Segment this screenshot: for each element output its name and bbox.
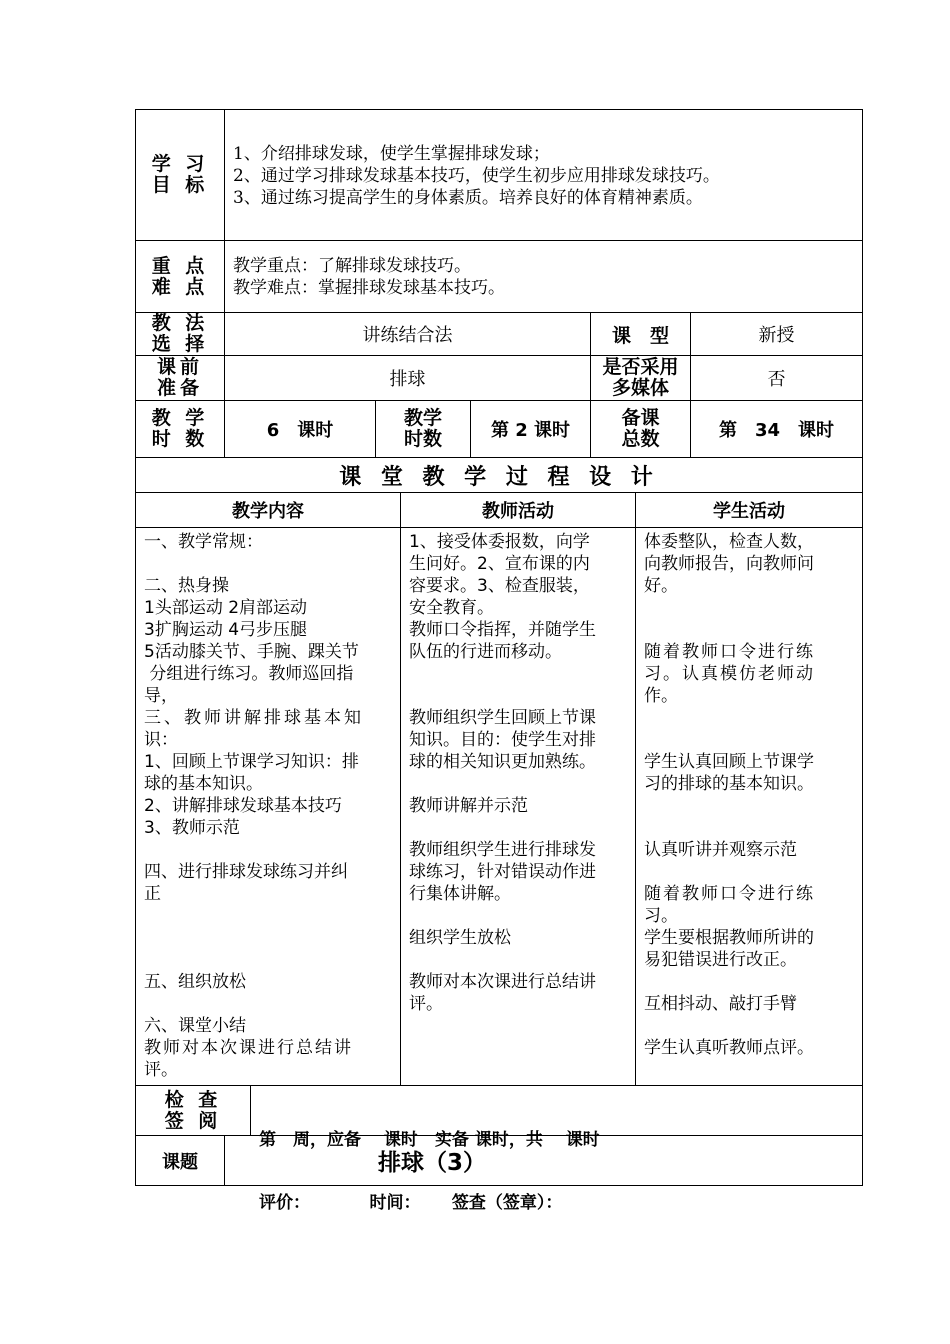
teacher-line: 教师讲解并示范 — [409, 796, 528, 816]
teacher-line: 容要求。3、检查服装， — [409, 576, 590, 596]
col-divider — [635, 492, 636, 1085]
content-line — [144, 949, 396, 971]
student-line: 互相抖动、敲打手臂 — [644, 994, 797, 1014]
content-line: 分组进行练习。教师巡回指 — [144, 664, 354, 684]
student-line: 习。认真模仿老师动 — [644, 664, 815, 684]
content-line: 三、教师讲解排球基本知 — [144, 708, 364, 728]
prep-value: 排球 — [389, 369, 426, 390]
total-hours-value: 第 34 课时 — [718, 420, 835, 441]
content-line: 2、讲解排球发球基本技巧 — [144, 796, 342, 816]
content-line — [144, 553, 396, 575]
teacher-line — [409, 773, 633, 795]
student-line — [644, 729, 858, 751]
objective-item: 2、通过学习排球发球基本技巧，使学生初步应用排球发球技巧。 — [233, 166, 720, 186]
review-line: 第 周，应备 课时 实备 课时，共 课时 — [259, 1130, 600, 1150]
key-point-item: 教学难点：掌握排球发球基本技巧。 — [233, 278, 505, 298]
content-line: 1头部运动 2肩部运动 — [144, 598, 308, 618]
student-line — [644, 707, 858, 729]
hours-value: 6 课时 — [266, 420, 334, 441]
content-line — [144, 839, 396, 861]
teacher-line: 组织学生放松 — [409, 928, 511, 948]
teacher-line — [409, 817, 633, 839]
teacher-line — [409, 905, 633, 927]
topic-value: 排球（3） — [378, 1150, 487, 1176]
lesson-type-value: 新授 — [758, 325, 795, 346]
col-divider — [250, 1085, 251, 1135]
content-line: 识： — [144, 730, 178, 750]
teacher-line: 教师组织学生回顾上节课 — [409, 708, 596, 728]
hour-count-value: 第 2 课时 — [490, 420, 571, 441]
teacher-line: 队伍的行进而移动。 — [409, 642, 562, 662]
row-divider — [135, 240, 863, 241]
student-column-header: 学生活动 — [713, 501, 785, 522]
method-value: 讲练结合法 — [362, 325, 453, 346]
lesson-type-label: 课 型 — [611, 324, 669, 347]
teacher-line: 评。 — [409, 994, 443, 1014]
total-hours-label: 备课 总数 — [621, 407, 660, 450]
student-line: 习。 — [644, 906, 678, 926]
student-line — [644, 619, 858, 641]
content-line: 五、组织放松 — [144, 972, 246, 992]
teacher-line — [409, 685, 633, 707]
hours-label: 教 学 时 数 — [151, 407, 209, 450]
objectives-list — [233, 143, 853, 209]
teacher-line — [409, 949, 633, 971]
content-line: 一、教学常规： — [144, 532, 263, 552]
topic-label: 课题 — [162, 1151, 198, 1173]
content-line: 3、教师示范 — [144, 818, 240, 838]
content-line: 5活动膝关节、手腕、踝关节 — [144, 642, 359, 662]
teacher-line: 生问好。2、宣布课的内 — [409, 554, 590, 574]
key-point-item: 教学重点：了解排球发球技巧。 — [233, 256, 471, 276]
review-label: 检 查 签 阅 — [164, 1088, 222, 1132]
student-line: 学生认真回顾上节课学 — [644, 752, 814, 772]
student-line: 作。 — [644, 686, 678, 706]
student-line — [644, 817, 858, 839]
teacher-line: 行集体讲解。 — [409, 884, 511, 904]
student-line — [644, 795, 858, 817]
teacher-line: 教师对本次课进行总结讲 — [409, 972, 596, 992]
hour-count-label: 教学 时数 — [403, 407, 442, 450]
table-border — [862, 109, 863, 1186]
student-line — [644, 861, 858, 883]
teacher-line: 球的相关知识更加熟练。 — [409, 752, 596, 772]
content-line: 六、课堂小结 — [144, 1016, 246, 1036]
teacher-line: 教师组织学生进行排球发 — [409, 840, 596, 860]
student-line: 向教师报告，向教师问 — [644, 554, 814, 574]
student-line: 认真听讲并观察示范 — [644, 840, 797, 860]
student-line — [644, 597, 858, 619]
content-line — [144, 905, 396, 927]
content-line: 教师对本次课进行总结讲 — [144, 1038, 353, 1058]
student-line: 习的排球的基本知识。 — [644, 774, 814, 794]
content-line: 导， — [144, 686, 178, 706]
review-line: 评价： 时间： 签查（签章）： — [259, 1193, 563, 1213]
student-column — [644, 531, 858, 1059]
student-line: 随着教师口令进行练 — [644, 642, 815, 662]
method-label: 教 法 选 择 — [151, 312, 209, 355]
content-line: 1、回顾上节课学习知识：排 — [144, 752, 359, 772]
prep-label: 课前 准备 — [156, 356, 203, 399]
multimedia-value: 否 — [767, 369, 786, 390]
teacher-line: 球练习，针对错误动作进 — [409, 862, 596, 882]
key-points-list — [233, 255, 853, 299]
content-column — [144, 531, 396, 1081]
teacher-line: 安全教育。 — [409, 598, 494, 618]
col-divider — [400, 492, 401, 1085]
student-line — [644, 1015, 858, 1037]
content-line: 3扩胸运动 4弓步压腿 — [144, 620, 308, 640]
student-line: 好。 — [644, 576, 678, 596]
student-line: 体委整队，检查人数， — [644, 532, 814, 552]
teacher-line: 教师口令指挥，并随学生 — [409, 620, 596, 640]
content-line: 二、热身操 — [144, 576, 229, 596]
content-line — [144, 927, 396, 949]
content-line: 球的基本知识。 — [144, 774, 263, 794]
teacher-column — [409, 531, 633, 1015]
content-line: 评。 — [144, 1060, 178, 1080]
table-border — [135, 109, 863, 110]
teacher-column-header: 教师活动 — [482, 501, 554, 522]
teacher-line — [409, 663, 633, 685]
student-line: 学生要根据教师所讲的 — [644, 928, 814, 948]
teacher-line: 知识。目的：使学生对排 — [409, 730, 596, 750]
content-column-header: 教学内容 — [232, 501, 304, 522]
process-title: 课 堂 教 学 过 程 设 计 — [339, 464, 659, 490]
objectives-label: 学 习 目 标 — [151, 153, 209, 196]
content-line — [144, 993, 396, 1015]
objective-item: 1、介绍排球发球，使学生掌握排球发球； — [233, 144, 550, 164]
content-line: 四、进行排球发球练习并纠 — [144, 862, 348, 882]
review-content — [259, 1088, 859, 1256]
student-line — [644, 971, 858, 993]
row-divider — [135, 527, 863, 528]
student-line: 易犯错误进行改正。 — [644, 950, 797, 970]
key-points-label: 重 点 难 点 — [151, 254, 209, 298]
teacher-line: 1、接受体委报数，向学 — [409, 532, 590, 552]
content-line: 正 — [144, 884, 161, 904]
col-divider — [224, 1135, 225, 1185]
multimedia-label: 是否采用 多媒体 — [602, 356, 679, 399]
student-line: 随着教师口令进行练 — [644, 884, 815, 904]
objective-item: 3、通过练习提高学生的身体素质。培养良好的体育精神素质。 — [233, 188, 703, 208]
student-line: 学生认真听教师点评。 — [644, 1038, 814, 1058]
